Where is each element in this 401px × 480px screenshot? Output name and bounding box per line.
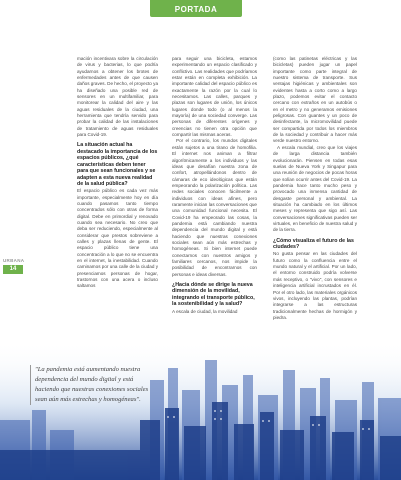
city-skyline-illustration: [0, 340, 401, 480]
col2-body-3: A escala de ciudad, la movilidad: [172, 308, 238, 314]
pull-quote: "La pandemia está aumentando nuestra dependencia del mundo digital y está haciendo que nuestras conexiones sociales sean aún más estrechas y homogéneas".: [30, 365, 159, 405]
col3-body-2: A escala mundial, creo que los viajes de larga distancia también evolucionarán. Piensen en todas esas suelas de Nueva York y Singapur para una reunión de negocios de pocas horas que solían ocurrir antes del Covid-19. La pandemia hace tanto mucho peso y provocado una inmensa cantidad de desgaste personal y ambiental. La situación ha cambiado en los últimos meses y representa que sigo así. Las conversaciones significativas pueden ser virtuales, en beneficio de nuestra salud y de la tierra.: [273, 144, 357, 233]
section-tab: PORTADA: [150, 0, 242, 17]
col1-heading: La situación actual ha destacado la importancia de los espacios públicos, ¿qué características deben tener para que sean funcionales y se adapten a esta nueva realidad de la salud pública?: [77, 142, 158, 187]
col3-body-3: No gusta pensar en las ciudades del futuro como la confluencia entre el mundo natural y el artificial. Por un lado, el entorno construido podría volverse más receptivo, o "vivo", con sensores e inteligencia artificial incrustados en él. Por el otro lado, las materiales orgánicos vivos, incluyendo las plantas, podrían integrarse a las estructuras tradicionalmente hechas de hormigón y piedra.: [273, 251, 357, 320]
skyline-graphic: [0, 340, 401, 480]
section-name: URBANA: [3, 258, 25, 263]
col2-body-1: para seguir una bicicleta, estamos experimentando un espacio clasificado y conflictivo. Las realidades que podríamos estar están en completa exhibición. La importante calidad del espacio público es exactamente la razón por la cual lo necesitamos. Las calles, parques y plazas son lugares de unión, los únicos lugares donde todo (o al menos la mayoría) de una sociedad converge. Las personas de diferentes orígenes y creencias no tienen otra opción que compartir las mismas aceras.: [172, 56, 257, 138]
col3-body-1: (como las patinetas eléctricas y las bicicletas) pueden jugar un papel importante como parte integral de nuestro sistema de transporte. Sus ventajas higiénicas y ambientales son evidentes hasta a corto como a largo plazo, podemos evitar el contacto cercano con extraños en un autobús o en el metro y no generamos emisiones peligrosas. Con guantes y un poco de desinfectante, la micromovilidad puede ser compartida por todos los miembros de la sociedad y contribuir a hacer más verde nuestro entorno.: [273, 56, 357, 144]
col2-heading: ¿Hacia dónde se dirige la nueva dimensión de la movilidad, integrando el transporte público, la sostenibilidad y la salud?: [172, 282, 255, 308]
col2-body-2: Por el contrario, los mundos digitales están sujetos a una tirano de homofilia. El internet nos animan a filtrar algorítmicamente a los individuos y las ideas que desafían nuestra zona de confort, atropellándonos dentro de cámaras de eco ideológicas que están empeorando la polarización política. Las redes sociales conocen fácilmente a individuos con ideas afines, pero raramente inician las conversaciones que una comunidad funcional necesita. El Covid-19 ha empeorado las cosas, la pandemia está cambiando nuestra dependencia del mundo digital y está haciendo que nuestras conexiones sociales sean aún más estrechas y homogéneas. Si bien internet puede conectarnos con nuestros amigos y familiares cercanos, nos impide la posibilidad de encontrarnos con personas e ideas diversas.: [172, 138, 257, 277]
col3-heading: ¿Cómo visualiza el futuro de las ciudades?: [273, 237, 354, 251]
page-margin-label: [0, 258, 29, 274]
col1-intro: mación incentivara sobre la circulación de virus y bacterias, lo que podría ayudarnos a obtener los brotes de enfermedades antes de que causen daños graves. De hecho, el proyecto ya ha diseñado una posible red de sensores en un multifamiliar, para monitorear la calidad del aire y las aguas residuales de la ciudad, una herramienta que tendría servido para probar la calidad de las instalaciones de tratamiento de aguas residuales para Covid-19.: [77, 56, 158, 138]
col1-body: El espacio público es cada vez más importante, especialmente hoy en día cuando pasamos tanto tiempo concentrados sólo con otras de forma digital. Debe en primordial y renovado cuando sea necesario. No creo que deba ser reduciendo, especialmente al considerar que prestos sobreviene a calles y plazas llenas de gente. El espacio público tiene una concentración a lo que no se encuentra en el internet, la inestabilidad. Cuando caminamos por una calle de la ciudad y presenciamos personas de hogar, trastornos con una acera o incluso saltamos: [77, 188, 158, 289]
text-column-3: [273, 56, 357, 321]
text-column-1: [77, 56, 158, 290]
text-column-2: [172, 56, 257, 315]
page-number: 14: [3, 265, 23, 274]
